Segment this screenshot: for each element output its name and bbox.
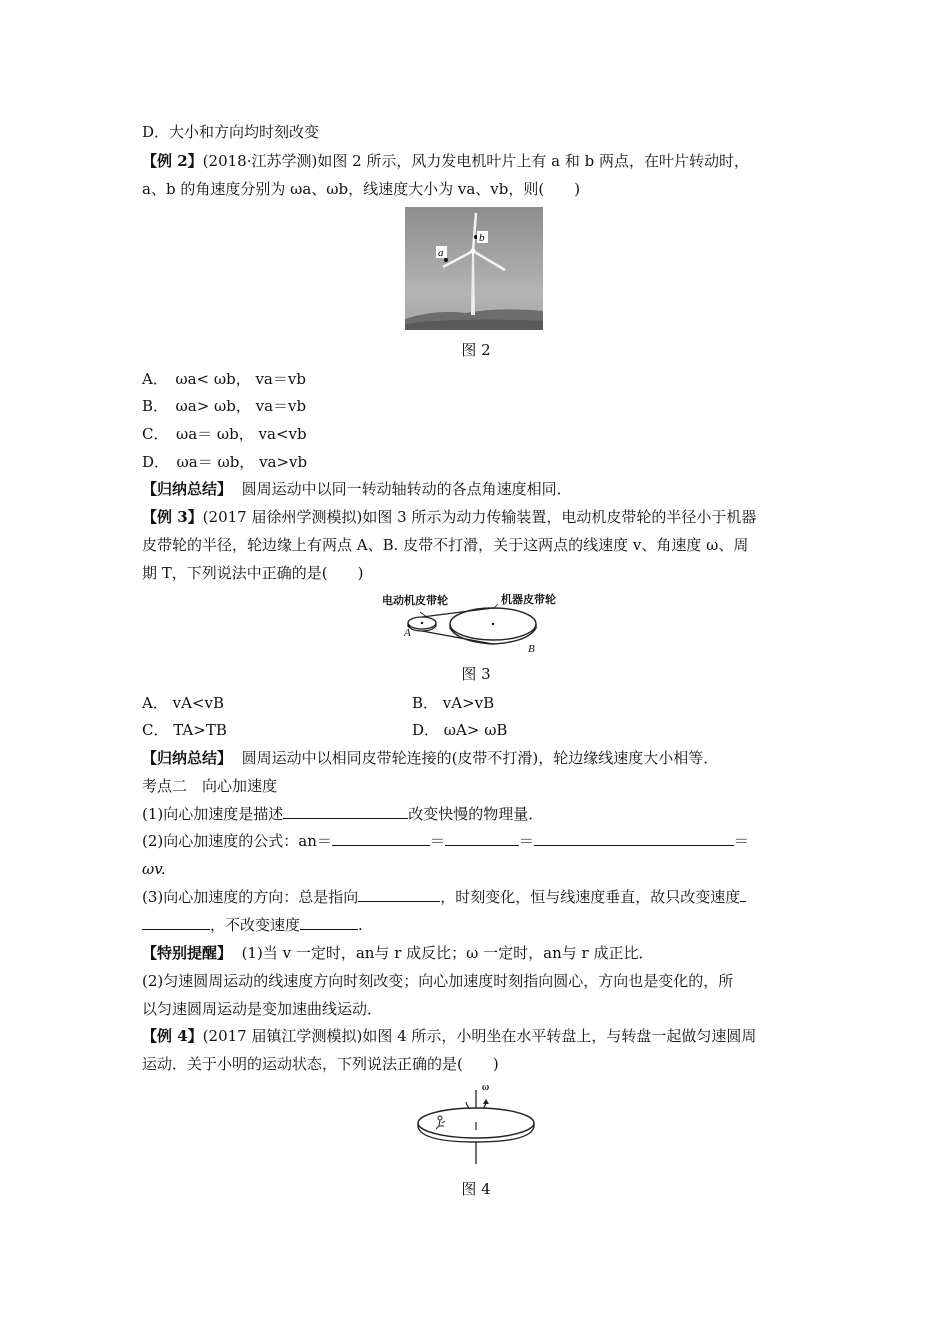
tip-line1 [142,943,653,963]
tip-line2: (2)匀速圆周运动的线速度方向时刻改变；向心加速度时刻指向圆心，方向也是变化的，所 [142,972,734,990]
tip-line3: 以匀速圆周运动是变加速曲线运动． [142,1000,383,1018]
omega-label: ω [482,1082,490,1093]
kd2-item3-text-d: . [358,916,363,934]
tip-tag: 【特别提醒】 [142,944,233,962]
tip-text1: (1)当 v 一定时，an与 r 成反比；ω 一定时，an与 r 成正比． [241,944,654,962]
summary1 [142,479,572,499]
kd2-item1 [142,804,543,824]
ex2-option-a: A． ωa< ωb， va＝vb [142,370,306,388]
fig2-caption: 图 2 [461,341,491,359]
fig4-caption: 图 4 [461,1180,491,1198]
ex2-text1: (2018·江苏学测)如图 2 所示，风力发电机叶片上有 a 和 b 两点，在叶片转动时， [202,152,750,170]
kd2-item3 [142,887,746,907]
summary1-text: 圆周运动中以同一转动轴转动的各点角速度相同． [241,480,572,498]
ex4-tag: 【例 4】 [142,1027,203,1045]
blank-7[interactable] [300,915,358,930]
kd2-item2-eq2: ＝ [518,832,534,850]
ex3-line2: 皮带轮的半径，轮边缘上有两点 A、B. 皮带不打滑，关于这两点的线速度 v、角速度 ω、周 [142,536,749,554]
ex2-option-d: D． ωa＝ ωb， va>vb [142,453,308,471]
summary1-tag: 【归纳总结】 [142,480,233,498]
blank-5[interactable] [358,887,440,902]
kd2-item1-text-a: (1)向心加速度是描述 [142,805,284,823]
ex3-line1 [142,507,756,527]
ex3-option-b: B． vA>vB [412,694,495,712]
ex2-option-c: C． ωa＝ ωb， va<vb [142,425,307,443]
blank-3[interactable] [445,831,519,846]
summary2-tag: 【归纳总结】 [142,749,233,767]
ex3-option-c: C． TA>TB [142,721,227,739]
option-d-prev: D．大小和方向均时刻改变 [142,123,320,141]
ex4-text1: (2017 届镇江学测模拟)如图 4 所示，小明坐在水平转盘上，与转盘一起做匀速圆周 [202,1027,757,1045]
summary2 [142,748,718,768]
ex3-line3: 期 T，下列说法中正确的是( ) [142,564,364,582]
blank-2[interactable] [332,831,430,846]
ex2-option-b: B． ωa> ωb， va＝vb [142,397,307,415]
kd2-item3-cont [142,915,363,935]
kd2-item2-text-a: (2)向心加速度的公式：an＝ [142,832,332,850]
kd2-item1-text-b: 改变快慢的物理量． [408,805,544,823]
wind-turbine-photo [405,207,543,330]
kd2-item3-text-a: (3)向心加速度的方向：总是指向 [142,888,359,906]
ex3-option-a: A． vA<vB [142,694,224,712]
kd2-item2 [142,831,749,851]
kd2-item3-text-b: ，时刻变化，恒与线速度垂直，故只改变速度 [440,888,741,906]
ex2-line1 [142,151,749,171]
kd2-title: 考点二 向心加速度 [142,777,278,795]
ex3-option-d: D． ωA> ωB [412,721,508,739]
point-a-label: a [438,247,444,259]
kd2-item2-eq1: ＝ [429,832,445,850]
fig3-caption: 图 3 [461,665,491,683]
point-A-label: A [404,627,411,639]
ex4-line2: 运动．关于小明的运动状态，下列说法正确的是( ) [142,1055,499,1073]
ex2-tag: 【例 2】 [142,152,203,170]
kd2-item2-eq3: ＝ [733,832,749,850]
blank-6[interactable] [142,915,210,930]
blank-4[interactable] [534,831,734,846]
summary2-text: 圆周运动中以相同皮带轮连接的(皮带不打滑)，轮边缘线速度大小相等． [241,749,719,767]
belt-pulley-diagram [380,590,570,655]
point-b-label: b [479,232,485,244]
point-B-label: B [528,643,535,655]
ex3-text1: (2017 届徐州学测模拟)如图 3 所示为动力传输装置，电动机皮带轮的半径小于机器 [202,508,757,526]
kd2-item2-end: ωv. [142,860,166,878]
blank-1[interactable] [283,804,408,819]
ex4-line1 [142,1026,756,1046]
ex3-tag: 【例 3】 [142,508,203,526]
motor-pulley-label: 电动机皮带轮 [382,594,448,607]
turntable-diagram [412,1080,540,1166]
kd2-item3-text-c: ，不改变速度 [210,916,301,934]
ex2-line2: a、b 的角速度分别为 ωa、ωb，线速度大小为 va、vb，则( ) [142,180,581,198]
machine-pulley-label: 机器皮带轮 [501,593,556,606]
blank-6a[interactable] [740,887,746,902]
